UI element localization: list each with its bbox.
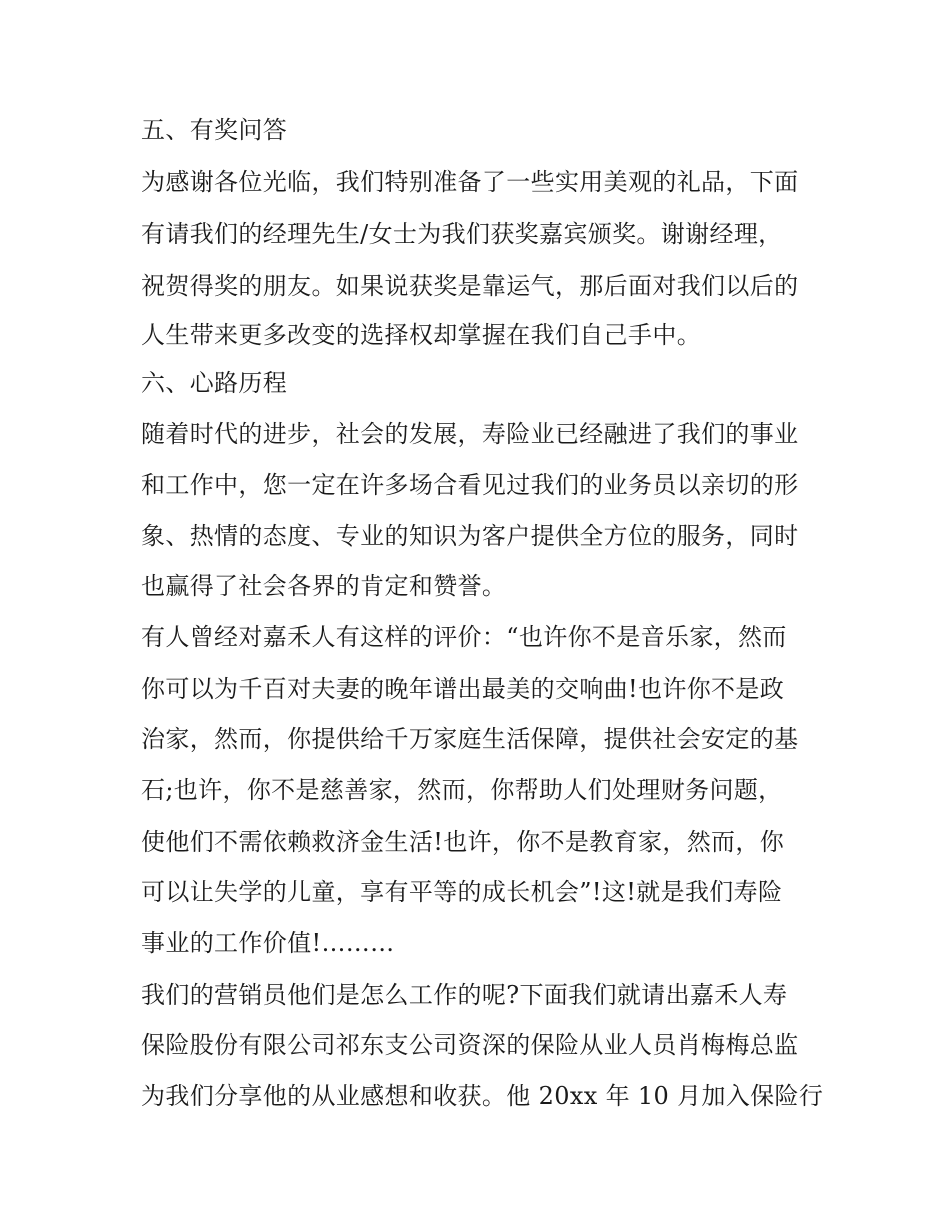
paragraph-line: 保险股份有限公司祁东支公司资深的保险从业人员肖梅梅总监	[141, 1031, 799, 1059]
paragraph-line: 也赢得了社会各界的肯定和赞誉。	[141, 572, 507, 600]
paragraph-line: 可以让失学的儿童，享有平等的成长机会”!这!就是我们寿险	[141, 878, 783, 906]
paragraph-line: 随着时代的进步，社会的发展，寿险业已经融进了我们的事业	[141, 420, 799, 448]
paragraph-line: 为我们分享他的从业感想和收获。他 20xx 年 10 月加入保险行	[141, 1082, 824, 1110]
paragraph-line: 使他们不需依赖救济金生活!也许，你不是教育家，然而，你	[141, 828, 785, 856]
section-heading-6: 六、心路历程	[141, 369, 288, 397]
paragraph-line: 为感谢各位光临，我们特别准备了一些实用美观的礼品，下面	[141, 168, 799, 196]
paragraph-line: 事业的工作价值!………	[141, 929, 395, 957]
paragraph-line: 有人曾经对嘉禾人有这样的评价：“也许你不是音乐家，然而	[141, 623, 787, 651]
paragraph-line: 象、热情的态度、专业的知识为客户提供全方位的服务，同时	[141, 522, 799, 550]
paragraph-line: 祝贺得奖的朋友。如果说获奖是靠运气，那后面对我们以后的	[141, 272, 799, 300]
section-heading-5: 五、有奖问答	[141, 116, 288, 144]
paragraph-line: 有请我们的经理先生/女士为我们获奖嘉宾颁奖。谢谢经理，	[141, 220, 783, 248]
paragraph-line: 人生带来更多改变的选择权却掌握在我们自己手中。	[141, 321, 702, 349]
paragraph-line: 你可以为千百对夫妻的晚年谱出最美的交响曲!也许你不是政	[141, 675, 785, 703]
paragraph-line: 和工作中，您一定在许多场合看见过我们的业务员以亲切的形	[141, 471, 799, 499]
paragraph-line: 石;也许，你不是慈善家，然而，你帮助人们处理财务问题，	[141, 776, 783, 804]
paragraph-line: 我们的营销员他们是怎么工作的呢?下面我们就请出嘉禾人寿	[141, 981, 788, 1009]
paragraph-line: 治家，然而，你提供给千万家庭生活保障，提供社会安定的基	[141, 725, 799, 753]
